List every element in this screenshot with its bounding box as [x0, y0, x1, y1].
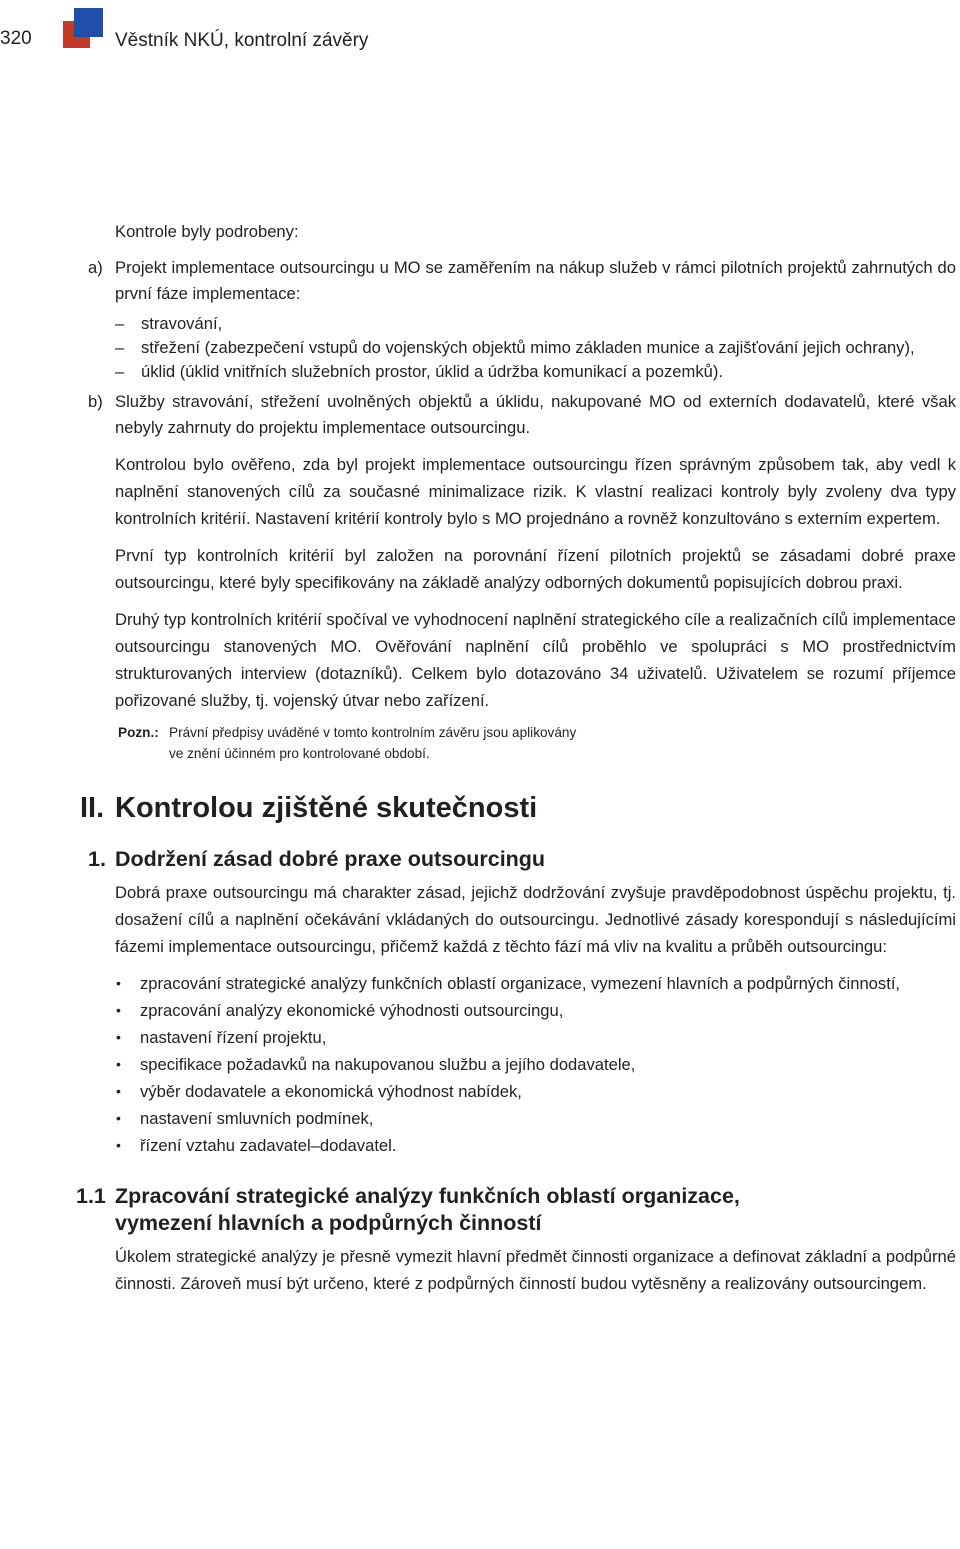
list-item: • specifikace požadavků na nakupovanou službu a jejího dodavatele, [0, 1051, 960, 1078]
list-item: • nastavení smluvních podmínek, [0, 1105, 960, 1132]
dash-item: – úklid (úklid vnitřních služebních prostor, úklid a údržba komunikací a pozemků). [115, 362, 723, 381]
section-title: Kontrolou zjištěné skutečnosti [115, 792, 538, 824]
dash-marker: – [115, 338, 125, 357]
item-b [0, 389, 960, 441]
dash-item: – stravování, [115, 314, 223, 333]
dash-item: – střežení (zabezpečení vstupů do vojenských objektů mimo základen munice a zajišťování jejich ochrany), [115, 338, 915, 357]
page-number: 320 [0, 28, 32, 49]
note-label: Pozn.: [118, 725, 159, 740]
bullet-marker: • [116, 1002, 121, 1018]
bullet-marker: • [116, 1110, 121, 1126]
section-heading [0, 790, 960, 826]
bullet-marker: • [116, 1056, 121, 1072]
item-a-mark: a) [88, 258, 103, 277]
bullet-marker: • [116, 1137, 121, 1153]
dash-marker: – [115, 362, 125, 381]
item-b-text: Služby stravování, střežení uvolněných objektů a úklidu, nakupované MO od externích dodavatelů, které však nebyly zahrnuty do projektu implementace outsourcingu. [115, 392, 956, 437]
subsection-number: 1.1 [76, 1184, 106, 1208]
note-line: Právní předpisy uváděné v tomto kontrolním závěru jsou aplikovány [169, 725, 577, 740]
bullet-marker: • [116, 975, 121, 991]
paragraph: Úkolem strategické analýzy je přesně vymezit hlavní předmět činnosti organizace a definovat základní a podpůrné činnosti. Zároveň musí být určeno, které z podpůrných činností budou vytěsněny a realizovány outsourcingem. [115, 1247, 956, 1293]
section-number: II. [80, 792, 105, 824]
item-a [0, 255, 960, 307]
list-item: • nastavení řízení projektu, [0, 1024, 960, 1051]
note-line: ve znění účinném pro kontrolované období. [169, 746, 430, 761]
subsection-title-line: vymezení hlavních a podpůrných činností [115, 1211, 542, 1235]
nku-logo [63, 8, 103, 48]
list-item: • výběr dodavatele a ekonomická výhodnost nabídek, [0, 1078, 960, 1105]
bullet-list [0, 970, 960, 1159]
item-a-text: Projekt implementace outsourcingu u MO se zaměřením na nákup služeb v rámci pilotních projektů zahrnutých do první fáze implementace: [115, 258, 956, 303]
bullet-marker: • [116, 1029, 121, 1045]
paragraph: Kontrolou bylo ověřeno, zda byl projekt implementace outsourcingu řízen správným způsobem tak, aby vedl k naplnění stanovených cílů za současné minimalizace rizik. K vlastní realizaci kontroly byly zvoleny dva typy kontrolních kritérií. Nastavení kritérií kontroly bylo s MO projednáno a rovněž konzultováno s externím expertem. [115, 455, 956, 528]
note [0, 722, 960, 764]
list-item: • zpracování strategické analýzy funkčních oblastí organizace, vymezení hlavních a podpůrných činností, [0, 970, 960, 997]
page-content [0, 218, 960, 1297]
intro-text: Kontrole byly podrobeny: [115, 222, 299, 241]
paragraph: První typ kontrolních kritérií byl založen na porovnání řízení pilotních projektů se zásadami dobré praxe outsourcingu, které byly specifikovány na základě analýzy odborných dokumentů popisujících dobrou praxi. [115, 546, 956, 592]
subsection-number: 1. [88, 847, 106, 871]
dash-marker: – [115, 314, 125, 333]
subsection-heading [0, 846, 960, 873]
subsection-title: Dodržení zásad dobré praxe outsourcingu [115, 847, 546, 871]
running-title: Věstník NKÚ, kontrolní závěry [115, 30, 369, 51]
list-item: • zpracování analýzy ekonomické výhodnosti outsourcingu, [0, 997, 960, 1024]
list-item: • řízení vztahu zadavatel–dodavatel. [0, 1132, 960, 1159]
dash-list [0, 312, 960, 383]
paragraph: Druhý typ kontrolních kritérií spočíval ve vyhodnocení naplnění strategického cíle a realizačních cílů implementace outsourcingu stanovených MO. Ověřování naplnění cílů proběhlo ve spolupráci s MO prostřednictvím strukturovaných interview (dotazníků). Celkem bylo dotazováno 34 uživatelů. Uživatelem se rozumí příjemce pořizované služby, tj. vojenský útvar nebo zařízení. [115, 610, 956, 710]
bullet-marker: • [116, 1083, 121, 1099]
item-b-mark: b) [88, 392, 103, 411]
paragraph: Dobrá praxe outsourcingu má charakter zásad, jejichž dodržování zvyšuje pravděpodobnost úspěchu projektu, tj. dosažení cílů a naplnění očekávání vkládaných do outsourcingu. Jednotlivé zásady korespondují s následujícími fázemi implementace outsourcingu, přičemž každá z těchto fází má vliv na kvalitu a průběh outsourcingu: [115, 883, 956, 956]
subsection-heading [0, 1183, 960, 1237]
logo-blue-square [74, 8, 103, 37]
subsection-title-line: Zpracování strategické analýzy funkčních oblastí organizace, [115, 1184, 740, 1208]
